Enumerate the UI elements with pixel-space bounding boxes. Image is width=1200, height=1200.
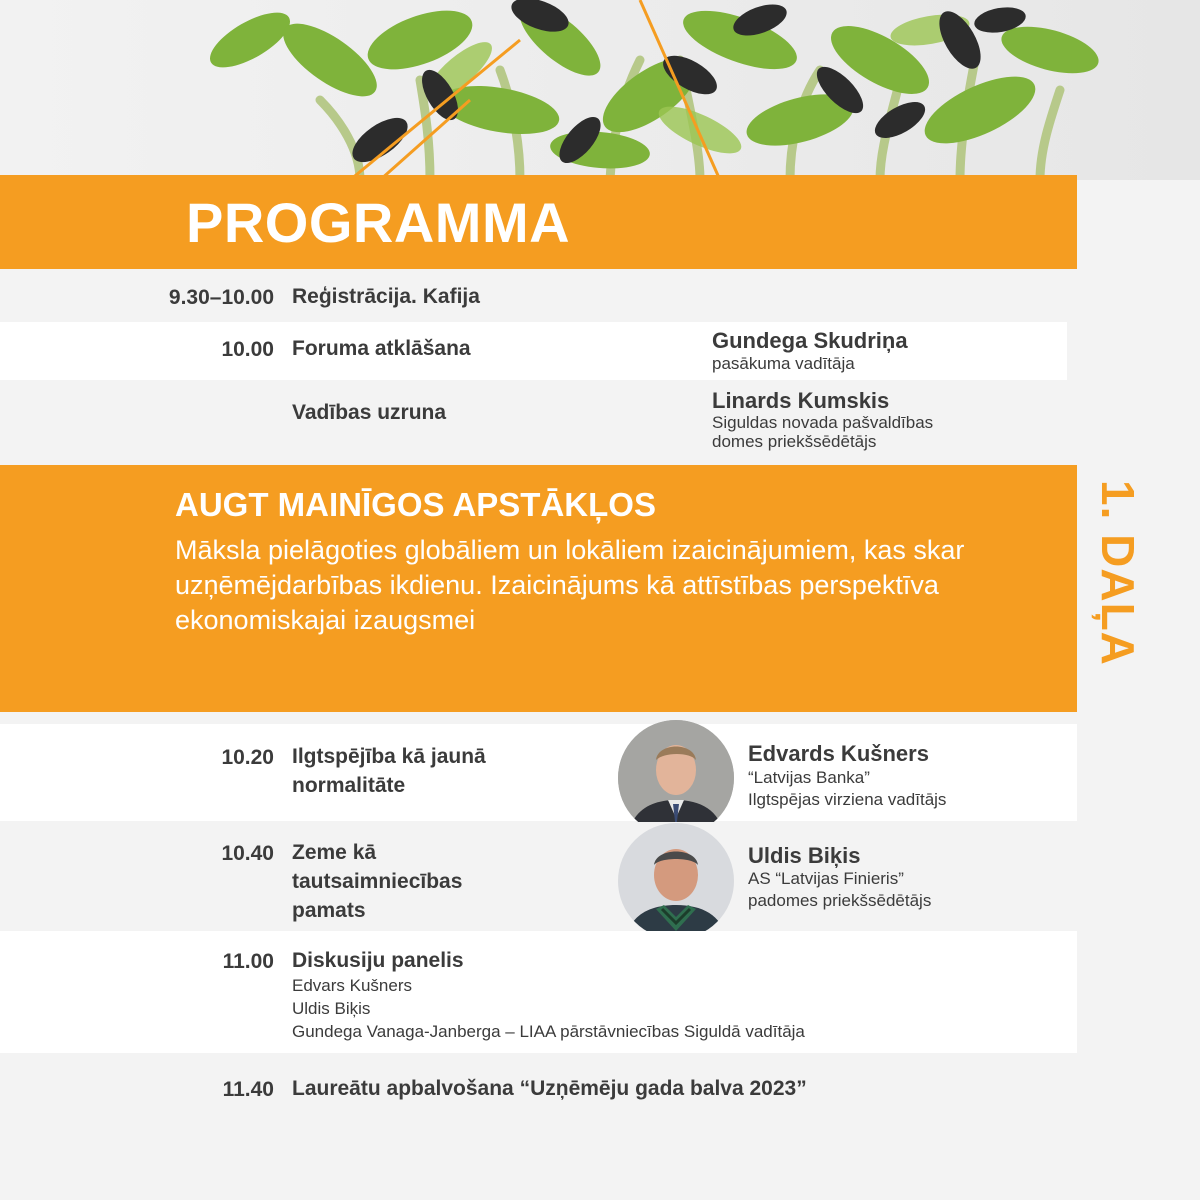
row-topic: Laureātu apbalvošana “Uzņēmēju gada balva 2023” — [292, 1077, 807, 1100]
panel-participant: Uldis Biķis — [292, 999, 371, 1018]
row-topic: Reģistrācija. Kafija — [292, 285, 480, 308]
speaker-name: Linards Kumskis — [712, 388, 890, 413]
microgreens-illustration — [0, 0, 1200, 180]
row-topic-line: Ilgtspējība kā jaunā — [292, 745, 486, 768]
row-topic-line: tautsaimniecības — [292, 870, 463, 893]
section-description: Māksla pielāgoties globāliem un lokāliem izaicinājumiem, kas skar uzņēmējdarbības ikdienu. Izaicinājums kā attīstības perspektīva ekonomiskajai izaugsmei — [175, 535, 965, 635]
speaker-role: pasākuma vadītāja — [712, 354, 855, 373]
speaker-role: AS “Latvijas Finieris” — [748, 869, 904, 888]
program-row-talk — [0, 822, 1067, 930]
row-topic: Foruma atklāšana — [292, 337, 471, 360]
speaker-name: Edvards Kušners — [748, 741, 929, 766]
panel-participant: Edvars Kušners — [292, 976, 412, 995]
hero-microgreens-image — [0, 0, 1200, 180]
row-time: 10.00 — [221, 338, 274, 361]
row-topic: Diskusiju panelis — [292, 949, 464, 972]
speaker-role: Ilgtspējas virziena vadītājs — [748, 790, 947, 809]
speaker-name: Uldis Biķis — [748, 843, 861, 868]
panel-participant: Gundega Vanaga-Janberga – LIAA pārstāvniecības Siguldā vadītāja — [292, 1022, 805, 1041]
row-topic-line: normalitāte — [292, 774, 406, 797]
part-label-text: 1. DAĻA — [1092, 480, 1144, 666]
row-time: 10.20 — [221, 746, 274, 769]
row-time: 11.40 — [222, 1078, 274, 1101]
speaker-role: padomes priekšsēdētājs — [748, 891, 932, 910]
row-time: 9.30–10.00 — [168, 286, 274, 309]
speaker-name: Gundega Skudriņa — [712, 328, 908, 353]
page-title: PROGRAMMA — [186, 191, 571, 254]
part-label — [1085, 480, 1145, 710]
speaker-role: “Latvijas Banka” — [748, 768, 870, 787]
person-photo-icon — [618, 823, 734, 939]
row-time: 10.40 — [221, 842, 274, 865]
row-topic-line: pamats — [292, 899, 366, 922]
speaker-photo-avatar — [618, 720, 734, 836]
person-photo-icon — [618, 720, 734, 836]
row-topic-line: Zeme kā — [292, 841, 377, 864]
row-topic: Vadības uzruna — [292, 401, 447, 424]
row-time: 11.00 — [222, 950, 274, 973]
speaker-photo-avatar — [618, 823, 734, 939]
speaker-role: Siguldas novada pašvaldības — [712, 413, 934, 432]
section-title: AUGT MAINĪGOS APSTĀKĻOS — [175, 486, 656, 523]
speaker-role: domes priekšsēdētājs — [712, 432, 877, 451]
